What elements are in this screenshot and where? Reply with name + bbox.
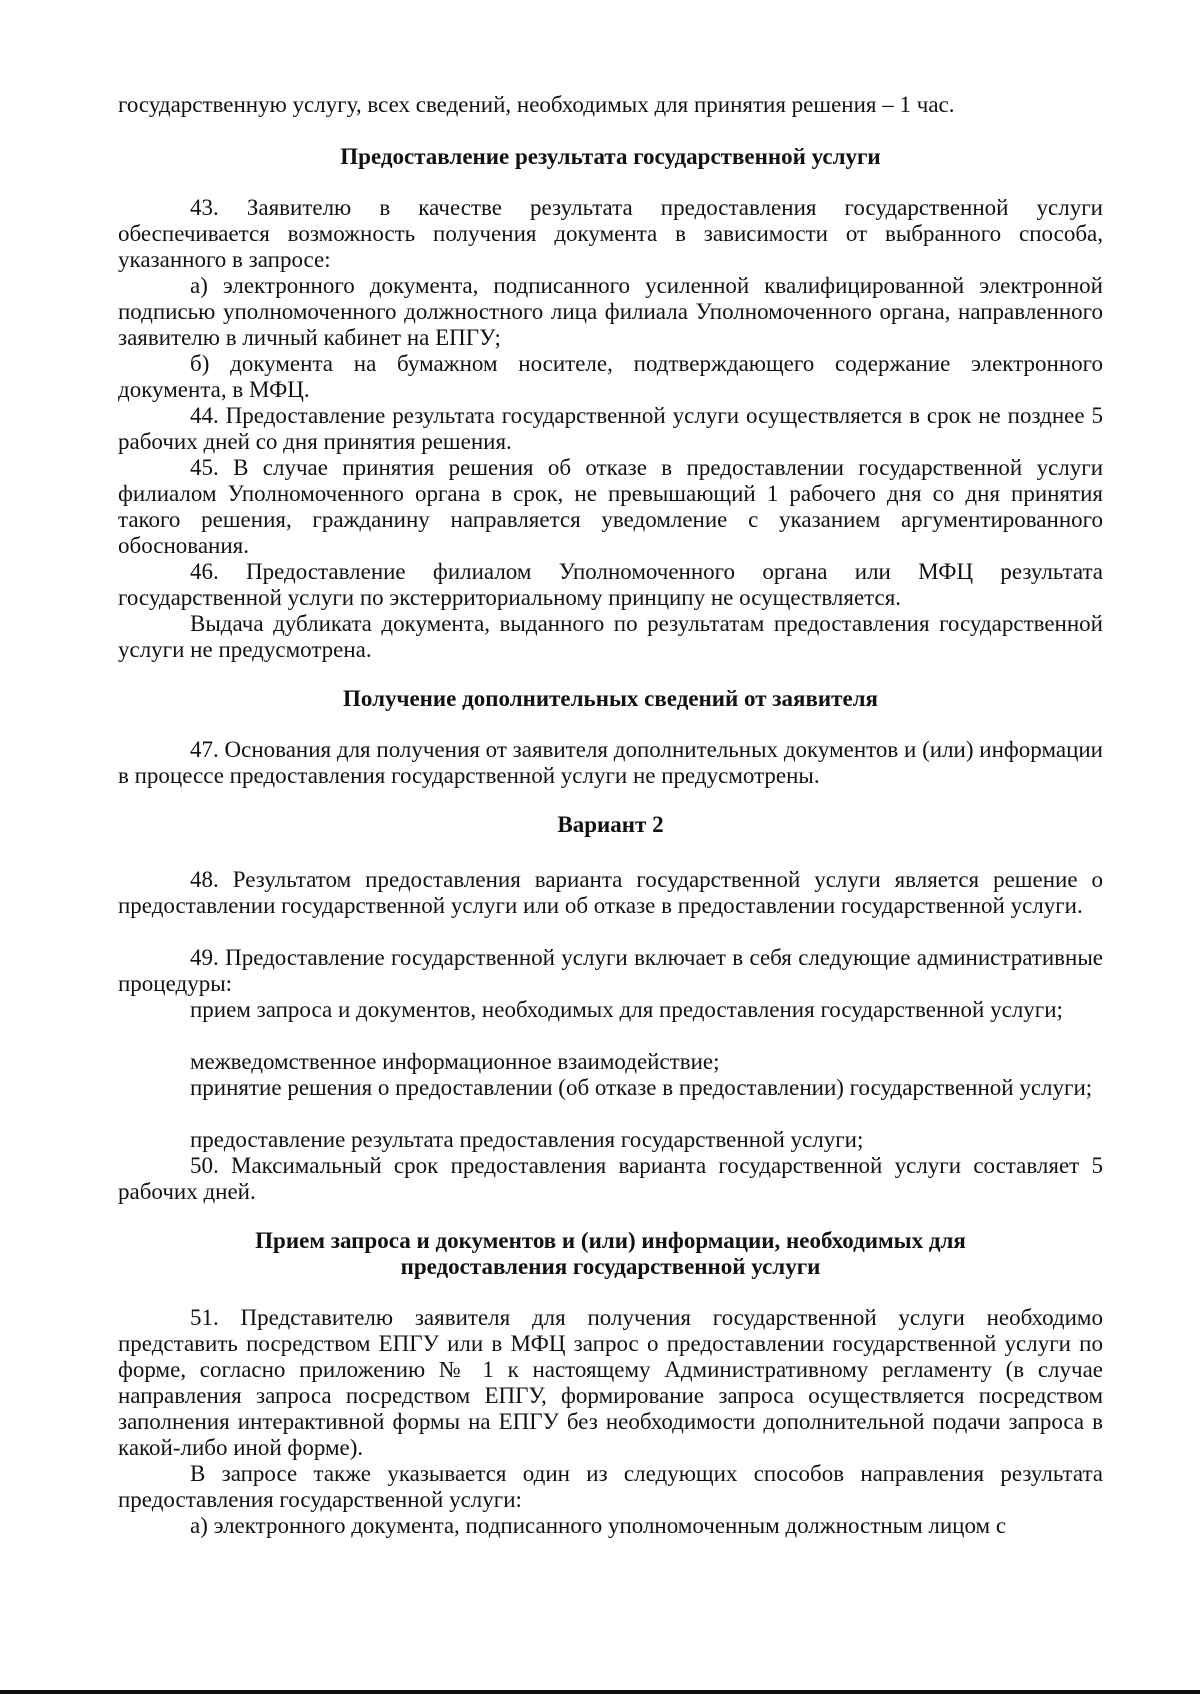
paragraph-51-methods: В запросе также указывается один из следующих способов направления результата предоставления государственной услуги: <box>118 1461 1103 1512</box>
paragraph-50: 50. Максимальный срок предоставления варианта государственной услуги составляет 5 рабочих дней. <box>118 1153 1103 1204</box>
paragraph-51: 51. Представителю заявителя для получения государственной услуги необходимо представить посредством ЕПГУ или в МФЦ запрос о предоставлении государственной услуги по форме, согласно приложению № 1 к настоящему Административному регламенту (в случае направления запроса посредством ЕПГУ, формирование запроса осуществляется посредством заполнения интерактивной формы на ЕПГУ без необходимости дополнительной подачи запроса в какой-либо иной форме). <box>118 1305 1103 1460</box>
paragraph-43a: а) электронного документа, подписанного усиленной квалифицированной электронной подписью уполномоченного должностного лица филиала Уполномоченного органа, направленного заявителю в личный кабинет на ЕПГУ; <box>118 273 1103 350</box>
paragraph-44: 44. Предоставление результата государственной услуги осуществляется в срок не позднее 5 рабочих дней со дня принятия решения. <box>118 403 1103 454</box>
paragraph-47: 47. Основания для получения от заявителя дополнительных документов и (или) информации в процессе предоставления государственной услуги не предусмотрены. <box>118 737 1103 788</box>
paragraph-46: 46. Предоставление филиалом Уполномоченного органа или МФЦ результата государственной услуги по экстерриториальному принципу не осуществляется. <box>118 559 1103 610</box>
paragraph-49b: межведомственное информационное взаимодействие; <box>190 1049 720 1074</box>
paragraph-49a: прием запроса и документов, необходимых для предоставления государственной услуги; <box>190 997 1063 1022</box>
paragraph-49d: предоставление результата предоставления государственной услуги; <box>190 1127 864 1152</box>
paragraph-43b: б) документа на бумажном носителе, подтверждающего содержание электронного документа, в МФЦ. <box>118 351 1103 402</box>
section-heading-additional-info: Получение дополнительных сведений от заявителя <box>343 686 878 711</box>
section-heading-result: Предоставление результата государственной услуги <box>340 144 881 169</box>
paragraph-49c: принятие решения о предоставлении (об отказе в предоставлении) государственной услуги; <box>190 1075 1093 1100</box>
paragraph-49: 49. Предоставление государственной услуги включает в себя следующие административные процедуры: <box>118 945 1103 996</box>
paragraph-51a: а) электронного документа, подписанного уполномоченным должностным лицом с <box>190 1513 1007 1538</box>
paragraph-45: 45. В случае принятия решения об отказе в предоставлении государственной услуги филиалом Уполномоченного органа в срок, не превышающий 1 рабочего дня со дня принятия такого решения, гражданину направляется уведомление с указанием аргументированного обоснования. <box>118 455 1103 558</box>
paragraph-48: 48. Результатом предоставления варианта государственной услуги является решение о предоставлении государственной услуги или об отказе в предоставлении государственной услуги. <box>118 867 1103 918</box>
section-heading-variant-2: Вариант 2 <box>557 812 664 837</box>
paragraph-43: 43. Заявителю в качестве результата предоставления государственной услуги обеспечивается возможность получения документа в зависимости от выбранного способа, указанного в запросе: <box>118 195 1103 272</box>
section-heading-request-line-2: предоставления государственной услуги <box>400 1254 821 1279</box>
page-bottom-border <box>0 1690 1200 1694</box>
section-heading-request-line-1: Прием запроса и документов и (или) информации, необходимых для <box>255 1228 966 1253</box>
paragraph-continuation: государственную услугу, всех сведений, необходимых для принятия решения – 1 час. <box>118 92 955 117</box>
paragraph-46-duplicate: Выдача дубликата документа, выданного по результатам предоставления государственной услуги не предусмотрена. <box>118 611 1103 662</box>
